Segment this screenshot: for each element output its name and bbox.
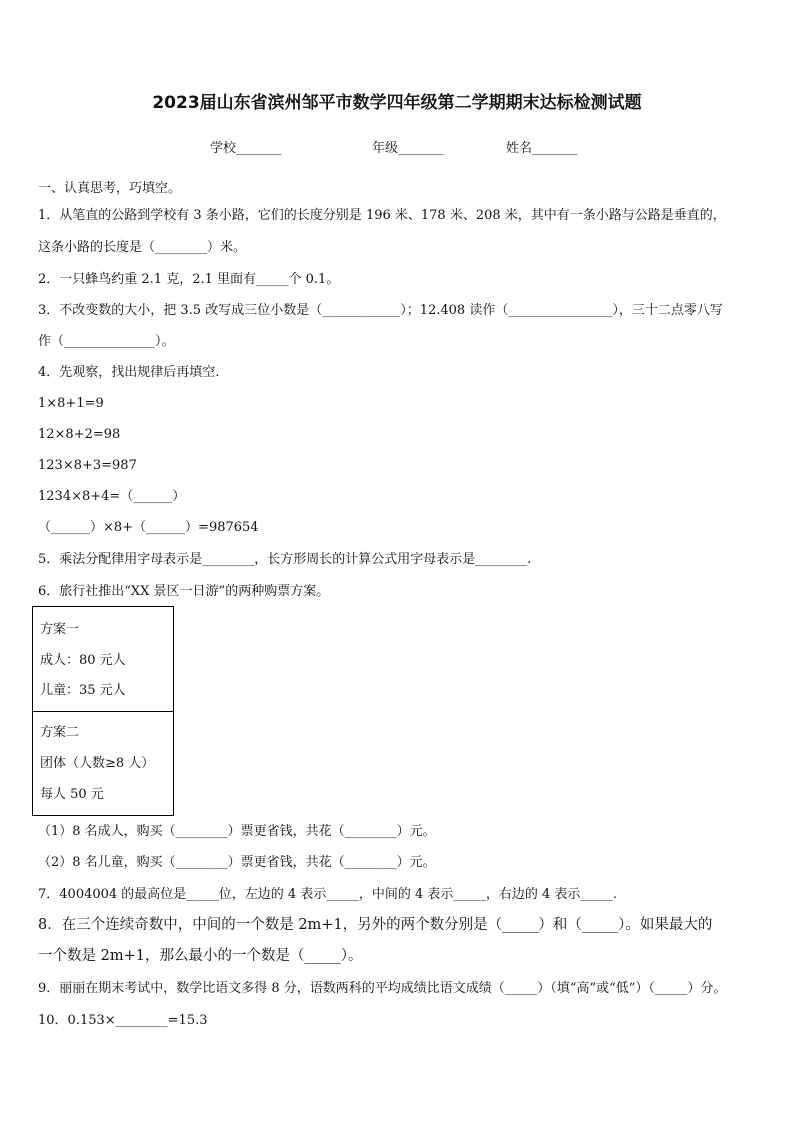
equation-1: 1×8+1=9 xyxy=(38,396,104,411)
question-1-line-1: 1．从笔直的公路到学校有 3 条小路，它们的长度分别是 196 米、178 米、208 米，其中有一条小路与公路是垂直的， xyxy=(38,208,726,223)
plan-two-group-rule: 团体（人数≥8 人） xyxy=(40,756,155,771)
question-6-sub-1: （1）8 名成人，购买（________）票更省钱，共花（________）元。 xyxy=(38,824,436,839)
question-7: 7．4004004 的最高位是_____位，左边的 4 表示_____，中间的 4 表示_____，右边的 4 表示_____. xyxy=(38,887,618,902)
plan-two-box xyxy=(32,711,174,816)
equation-5: （______）×8+（______）=987654 xyxy=(38,520,259,535)
question-6-sub-2: （2）8 名儿童，购买（________）票更省钱，共花（________）元。 xyxy=(38,855,436,870)
question-5: 5．乘法分配律用字母表示是________，长方形周长的计算公式用字母表示是________. xyxy=(38,552,532,567)
question-1-line-2: 这条小路的长度是（________）米。 xyxy=(38,240,247,255)
question-8-line-2: 一个数是 2m+1，那么最小的一个数是（_____）。 xyxy=(38,948,363,964)
section-heading: 一、认真思考，巧填空。 xyxy=(38,181,182,196)
plan-two-price: 每人 50 元 xyxy=(40,787,104,802)
name-field[interactable]: 姓名_______ xyxy=(506,141,578,156)
question-3-line-1: 3．不改变数的大小，把 3.5 改写成三位小数是（____________）；12.408 读作（________________），三十二点零八写 xyxy=(38,303,723,318)
plan-two-title: 方案二 xyxy=(40,725,80,740)
plan-one-child-price: 儿童：35 元人 xyxy=(40,683,126,698)
page-title: 2023届山东省滨州邹平市数学四年级第二学期期末达标检测试题 xyxy=(152,93,642,113)
equation-3: 123×8+3=987 xyxy=(38,458,137,473)
equation-2: 12×8+2=98 xyxy=(38,427,121,442)
plan-one-adult-price: 成人：80 元人 xyxy=(40,653,126,668)
question-9: 9．丽丽在期末考试中，数学比语文多得 8 分，语数两科的平均成绩比语文成绩（_____）（填“高”或“低”）（_____）分。 xyxy=(38,981,727,996)
question-8-line-1: 8．在三个连续奇数中，中间的一个数是 2m+1，另外的两个数分别是（_____）和（_____）。如果最大的 xyxy=(38,917,713,933)
question-4-prompt: 4．先观察，找出规律后再填空. xyxy=(38,365,220,380)
grade-field[interactable]: 年级_______ xyxy=(372,141,444,156)
school-field[interactable]: 学校_______ xyxy=(210,141,282,156)
question-2: 2．一只蜂鸟约重 2.1 克，2.1 里面有_____个 0.1。 xyxy=(38,272,340,287)
question-10: 10．0.153×________=15.3 xyxy=(38,1013,208,1028)
plan-one-box xyxy=(32,606,174,712)
plan-one-title: 方案一 xyxy=(40,622,80,637)
question-3-line-2: 作（______________）。 xyxy=(38,334,175,349)
equation-4: 1234×8+4=（______） xyxy=(38,489,186,504)
question-6-prompt: 6．旅行社推出“XX 景区一日游”的两种购票方案。 xyxy=(38,584,330,599)
